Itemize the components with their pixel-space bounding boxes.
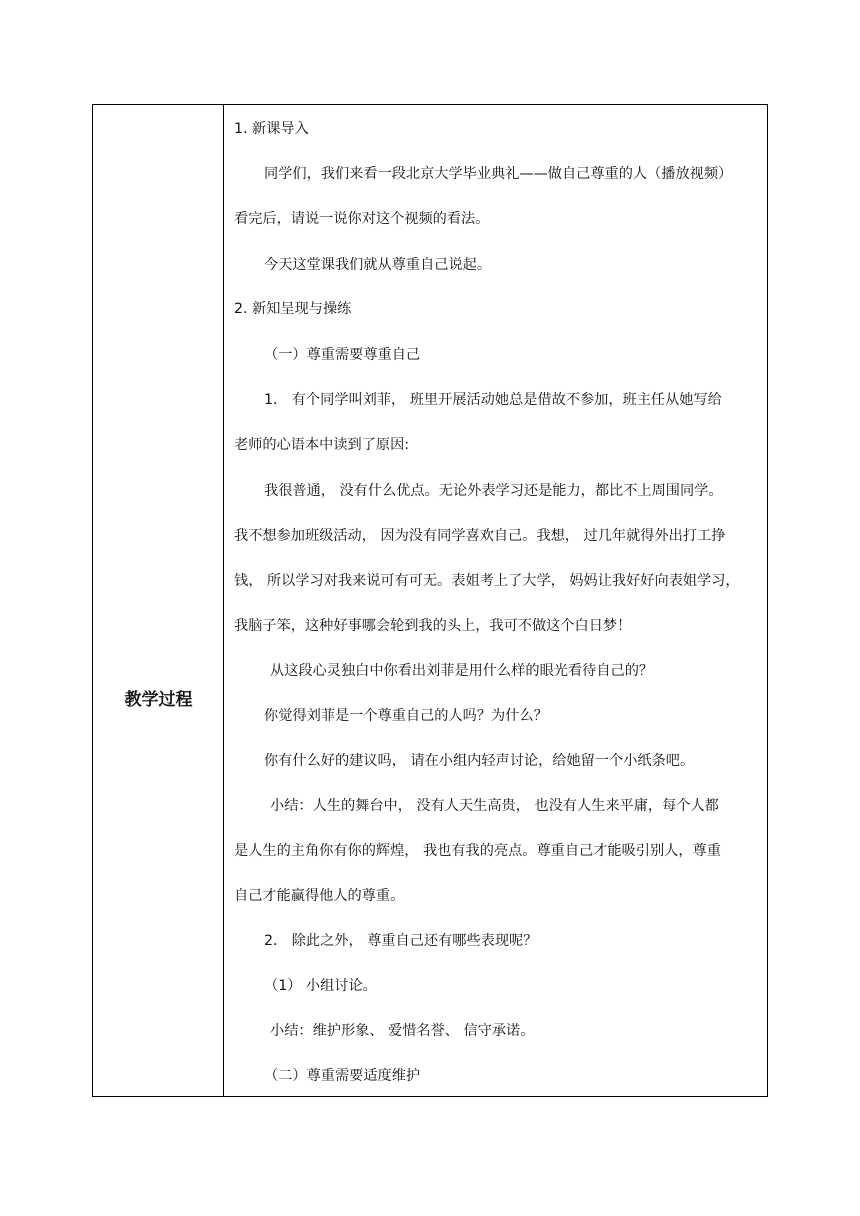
summary-line: 小结：人生的舞台中， 没有人天生高贵， 也没有人生来平庸，每个人都 [270,798,719,814]
paragraph-line: 我很普通， 没有什么优点。无论外表学习还是能力，都比不上周围同学。 [264,483,723,499]
summary-line: 是人生的主角你有你的辉煌， 我也有我的亮点。尊重自己才能吸引别人，尊重 [234,843,721,859]
paragraph-line: （1） 小组讨论。 [264,978,377,994]
content-cell [224,105,767,1096]
summary-line: 自己才能赢得他人的尊重。 [234,888,405,904]
lesson-table [92,104,768,1097]
paragraph-line: 老师的心语本中读到了原因: [234,437,410,453]
heading-new-knowledge: 2. 新知呈现与操练 [234,301,352,317]
question-line: 你有什么好的建议吗， 请在小组内轻声讨论，给她留一个小纸条吧。 [264,753,695,769]
subheading-respect-self: （一）尊重需要尊重自己 [264,347,421,363]
paragraph-line: 我脑子笨，这种好事哪会轮到我的头上，我可不做这个白日梦！ [234,618,632,634]
summary-line: 小结：维护形象、 爱惜名誉、 信守承诺。 [270,1023,535,1039]
paragraph-line: 2． 除此之外， 尊重自己还有哪些表现呢？ [264,933,538,949]
paragraph-line: 看完后，请说一说你对这个视频的看法。 [234,211,490,227]
question-line: 从这段心灵独白中你看出刘菲是用什么样的眼光看待自己的？ [270,663,654,679]
paragraph-line: 钱， 所以学习对我来说可有可无。表姐考上了大学， 妈妈让我好好向表姐学习， [234,573,740,589]
section-label: 教学过程 [124,690,193,710]
section-label-cell [93,105,224,1096]
paragraph-line: 今天这堂课我们就从尊重自己说起。 [264,257,492,273]
paragraph-line: 我不想参加班级活动， 因为没有同学喜欢自己。我想， 过几年就得外出打工挣 [234,528,726,544]
paragraph-line: 1． 有个同学叫刘菲， 班里开展活动她总是借故不参加，班主任从她写给 [264,392,722,408]
subheading-moderate-defense: （二）尊重需要适度维护 [264,1068,421,1084]
question-line: 你觉得刘菲是一个尊重自己的人吗？为什么？ [264,708,548,724]
paragraph-line: 同学们，我们来看一段北京大学毕业典礼——做自己尊重的人（播放视频） [264,166,733,182]
heading-new-lesson: 1. 新课导入 [234,121,309,137]
